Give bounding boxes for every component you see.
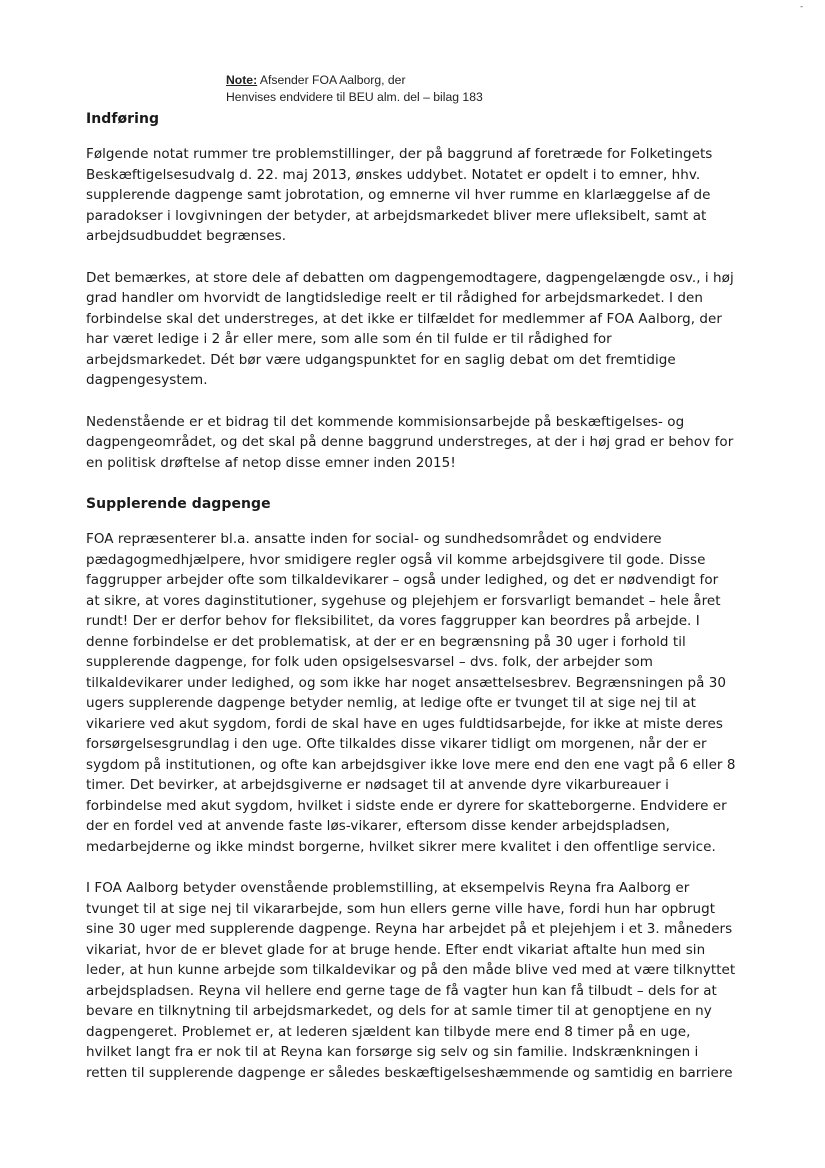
text-line: der en fordel ved at anvende faste løs-vikarer, eftersom disse kender arbejdspladsen, [86, 818, 671, 834]
text-line: en politisk drøftelse af netop disse emner inden 2015! [86, 454, 456, 471]
text-line: rundt! Der er derfor behov for fleksibilitet, da vores faggrupper kan beordres på arbejde. I [86, 613, 700, 629]
document-body [86, 109, 766, 1104]
note-line-1 [226, 72, 483, 89]
body-paragraph [86, 529, 766, 857]
text-line: hvilket langt fra er nok til at Reyna kan forsørge sig selv og sin familie. Indskrænkningen i [86, 1044, 699, 1060]
text-line: pædagogmedhjælpere, hvor smidigere regler også vil komme arbejdsgivere til gode. Disse [86, 551, 706, 568]
corner-mark: - [800, 2, 804, 12]
text-line: leder, at hun kunne arbejde som tilkaldevikar og på den måde blive ved med at være tilknyttet [86, 962, 736, 978]
text-line: forbindelse med akut sygdom, hvilket i sidste ende er dyrere for skatteborgerne. Endvidere er [86, 797, 727, 814]
text-line: Følgende notat rummer tre problemstillinger, der på baggrund af foretræde for Folketingets [86, 146, 713, 162]
text-line: Beskæftigelsesudvalg d. 22. maj 2013, ønskes uddybet. Notatet er opdelt i to emner, hhv. [86, 166, 701, 183]
text-line: tilkaldevikarer under ledighed, og som ikke har noget ansættelsesbrev. Begrænsningen på 30 [86, 674, 727, 691]
text-line: denne forbindelse er det problematisk, at der er en begrænsning på 30 uger i forhold til [86, 633, 686, 650]
section-heading: Supplerende dagpenge [86, 496, 271, 512]
body-paragraph [86, 268, 766, 391]
section-heading: Indføring [86, 111, 160, 127]
text-line: Det bemærkes, at store dele af debatten om dagpengemodtagere, dagpengelængde osv., i høj [86, 269, 734, 286]
text-line: bevare en tilknytning til arbejdsmarkedet, og dels for at samle timer til at genoptjene en ny [86, 1003, 712, 1019]
text-line: forbindelse skal det understreges, at det ikke er tilfældet for medlemmer af FOA Aalborg, der [86, 310, 722, 327]
text-line: har været ledige i 2 år eller mere, som alle som én til fulde er til rådighed for [86, 331, 612, 347]
text-line: vikariat, hvor de er blevet glade for at bruge hende. Efter endt vikariat aftalte hun med sin [86, 941, 706, 958]
text-line: arbejdspladsen. Reyna vil hellere end gerne tage de få vagter hun kan få tilbudt – dels for at [86, 982, 717, 999]
text-line: arbejdsmarkedet. Dét bør være udgangspunktet for en saglig debat om det fremtidige [86, 351, 676, 368]
note-header [226, 72, 483, 106]
text-line: timer. Det bevirker, at arbejdsgiverne er nødsaget til at anvende dyre vikarbureauer i [86, 777, 669, 793]
text-line: dagpengeret. Problemet er, at lederen sjældent kan tilbyde mere end 8 timer på en uge, [86, 1023, 691, 1040]
text-line: supplerende dagpenge, for folk uden opsigelsesvarsel – dvs. folk, der arbejder som [86, 654, 653, 670]
text-line: forsørgelsesgrundlag i den uge. Ofte tilkaldes disse vikarer tidligt om morgenen, når der er [86, 736, 707, 752]
text-line: supplerende dagpenge samt jobrotation, og emnerne vil hver rumme en klarlæggelse af de [86, 187, 711, 203]
body-paragraph [86, 144, 766, 247]
text-line: arbejdsudbuddet begrænses. [86, 228, 287, 244]
text-line: sygdom på institutionen, og ofte kan arbejdsgiver ikke love mere end den ene vagt på 6 eller 8 [86, 756, 736, 773]
text-line: vikariere ved akut sygdom, fordi de skal have en uges fuldtidsarbejde, for ikke at miste deres [86, 715, 723, 732]
text-line: ugers supplerende dagpenge betyder nemlig, at ledige ofte er tvunget til at sige nej til at [86, 695, 696, 711]
text-line: dagpengeområdet, og det skal på denne baggrund understreges, at der i høj grad er behov for [86, 434, 734, 450]
text-line: at sikre, at vores daginstitutioner, sygehuse og plejehjem er forsvarligt bemandet – hele året [86, 592, 721, 609]
text-line: I FOA Aalborg betyder ovenstående problemstilling, at eksempelvis Reyna fra Aalborg er [86, 880, 690, 896]
text-line: tvunget til at sige nej til vikararbejde, som hun ellers gerne ville have, fordi hun har opbrugt [86, 900, 716, 917]
text-line: grad handler om hvorvidt de langtidsledige reelt er til rådighed for arbejdsmarkedet. I den [86, 290, 703, 306]
text-line: Nedenstående er et bidrag til det kommende kommisionsarbejde på beskæftigelses- og [86, 413, 685, 430]
text-line: FOA repræsenterer bl.a. ansatte inden for social- og sundhedsområdet og endvidere [86, 531, 662, 547]
body-paragraph [86, 878, 766, 1083]
text-line: paradokser i lovgivningen der betyder, at arbejdsmarkedet bliver mere ufleksibelt, samt at [86, 207, 707, 224]
note-label: Note: [226, 73, 258, 87]
text-line: retten til supplerende dagpenge er således beskæftigelseshæmmende og samtidig en barriere [86, 1064, 733, 1081]
note-line-1-text: Afsender FOA Aalborg, der [257, 73, 406, 87]
text-line: faggrupper arbejder ofte som tilkaldevikarer – også under ledighed, og det er nødvendigt for [86, 572, 719, 588]
body-paragraph [86, 412, 766, 474]
text-line: sine 30 uger med supplerende dagpenge. Reyna har arbejdet på et plejehjem i et 3. måneders [86, 921, 733, 937]
text-line: dagpengesystem. [86, 372, 208, 388]
text-line: medarbejderne og ikke mindst borgerne, hvilket sikrer mere kvalitet i den offentlige service. [86, 838, 716, 855]
note-line-2: Henvises endvidere til BEU alm. del – bilag 183 [226, 90, 483, 104]
